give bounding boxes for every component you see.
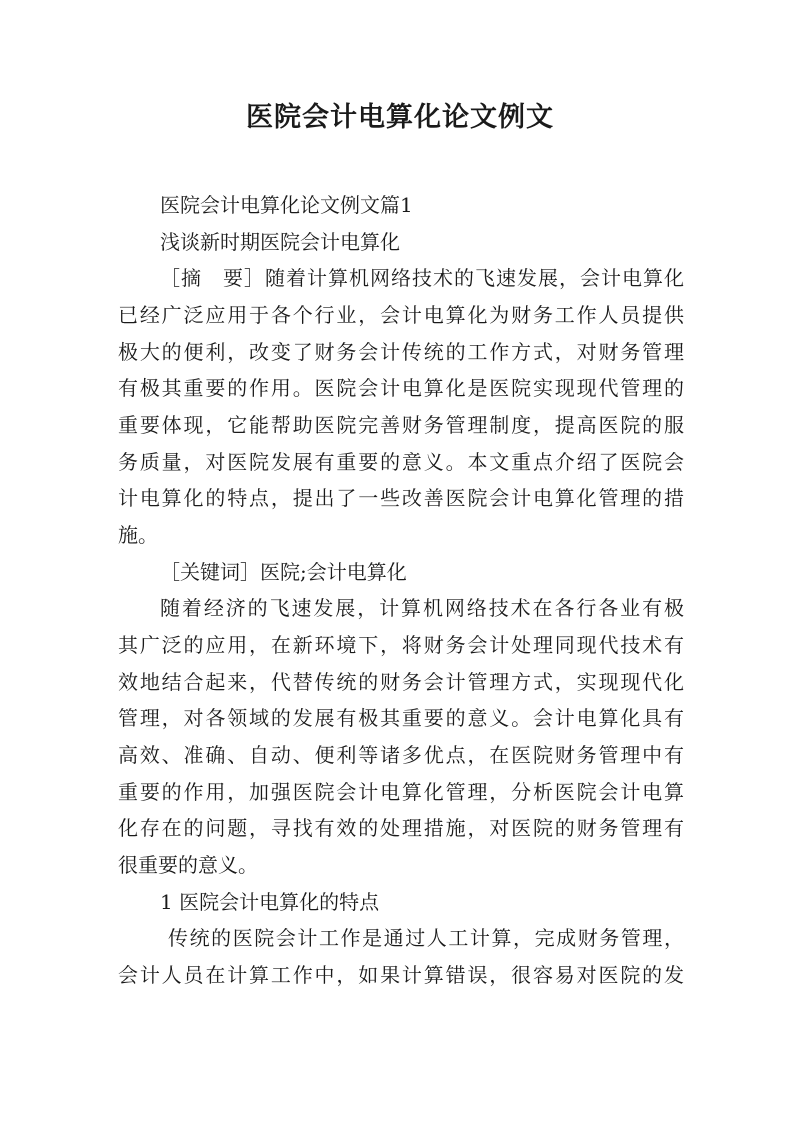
paragraph-line: 会计人员在计算工作中，如果计算错误，很容易对医院的发 [118, 963, 684, 987]
abstract-line: 极大的便利，改变了财务会计传统的工作方式，对财务管理 [118, 340, 684, 364]
article-title: 浅谈新时期医院会计电算化 [160, 230, 400, 254]
paragraph-line: 其广泛的应用，在新环境下，将财务会计处理同现代技术有 [118, 633, 684, 657]
section-heading: 医院会计电算化论文例文篇1 [160, 193, 413, 217]
paragraph-line: 化存在的问题，寻找有效的处理措施，对医院的财务管理有 [118, 816, 684, 840]
paragraph-line: 随着经济的飞速发展，计算机网络技术在各行各业有极 [160, 596, 684, 620]
paragraph-line: 很重要的意义。 [118, 853, 258, 877]
keywords-line: ［关键词］医院;会计电算化 [160, 560, 407, 584]
abstract-line: 计电算化的特点，提出了一些改善医院会计电算化管理的措 [118, 486, 684, 510]
subsection-heading: 1 医院会计电算化的特点 [160, 890, 380, 914]
abstract-line: 已经广泛应用于各个行业，会计电算化为财务工作人员提供 [118, 303, 684, 327]
document-title: 医院会计电算化论文例文 [246, 102, 554, 133]
abstract-line: 有极其重要的作用。医院会计电算化是医院实现现代管理的 [118, 376, 684, 400]
abstract-line: 施。 [118, 523, 158, 547]
paragraph-line: 高效、准确、自动、便利等诸多优点，在医院财务管理中有 [118, 743, 684, 767]
abstract-line: 重要体现，它能帮助医院完善财务管理制度，提高医院的服 [118, 413, 684, 437]
abstract-line: 务质量，对医院发展有重要的意义。本文重点介绍了医院会 [118, 450, 684, 474]
paragraph-line: 管理，对各领域的发展有极其重要的意义。会计电算化具有 [118, 706, 684, 730]
paragraph-line: 重要的作用，加强医院会计电算化管理，分析医院会计电算 [118, 780, 684, 804]
paragraph-line: 效地结合起来，代替传统的财务会计管理方式，实现现代化 [118, 670, 684, 694]
abstract-line: ［摘 要］随着计算机网络技术的飞速发展，会计电算化 [160, 266, 684, 290]
paragraph-line: 传统的医院会计工作是通过人工计算，完成财务管理， [168, 926, 684, 950]
